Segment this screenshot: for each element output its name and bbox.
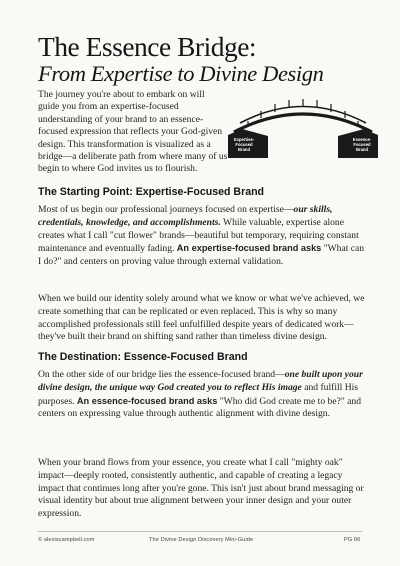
left-bank-label-line1: Expertise- [233, 137, 255, 142]
right-bank-label-line1: Essence- [352, 137, 372, 142]
page-title: The Essence Bridge: [38, 31, 257, 62]
footer-divider [38, 531, 362, 532]
intro-paragraph: The journey you're about to embark on will guide you from an expertise-focused understanding of your brand to an essence-focused expression that reflects your God-given design. This transformation is visualized as a bridge—a deliberate path from where many of us begin to where God invites us to flourish. [38, 89, 228, 175]
paragraph-starting-point-1: Most of us begin our professional journeys focused on expertise—our skills, credentials, knowledge, and accomplishments. While valuable, expertise alone creates what I call "cut flower" brands—beautiful but temporary, requiring constant maintenance and eventually fading. An expertise-focused brand asks "What can I do?" and centers on proving value through external validation. [38, 204, 365, 268]
left-bank-label-line2: Focused [235, 142, 253, 147]
footer-website-link[interactable]: © alexiscampbell.com [38, 537, 95, 543]
footer-guide-title: The Divine Design Discovery Mini-Guide [149, 537, 254, 543]
right-bank-label-line2: Focused [353, 142, 371, 147]
left-bank-label-line3: Brand [237, 147, 251, 152]
section-heading-starting-point: The Starting Point: Expertise-Focused Brand [38, 186, 265, 198]
paragraph-starting-point-2: When we build our identity solely around what we know or what we've achieved, we create something that can be replicated or even replaced. This is why so many accomplished professionals still feel unfulfilled despite years of dedicated work—they've built their brand on shifting sand rather than timeless divine design. [38, 293, 365, 343]
paragraph-destination-2: When your brand flows from your essence, you create what I call "mighty oak" impact—deeply rooted, consistently authentic, and capable of creating a legacy impact that continues long after you're gone. This isn't just about brand messaging or visual identity but about true alignment between your inner design and your outer expression. [38, 457, 364, 520]
right-bank-label-line3: Brand [355, 147, 369, 152]
footer-page-number: PG 06 [344, 537, 361, 543]
paragraph-destination-1: On the other side of our bridge lies the essence-focused brand—one built upon your divine design, the unique way God created you to reflect His image and fulfill His purposes. An essence-focused brand asks "Who did God create me to be?" and centers on expressing value through authentic alignment with divine design. [38, 369, 363, 420]
page-subtitle: From Expertise to Divine Design [38, 61, 324, 86]
section-heading-destination: The Destination: Essence-Focused Brand [38, 351, 248, 363]
bridge-illustration [228, 94, 378, 164]
